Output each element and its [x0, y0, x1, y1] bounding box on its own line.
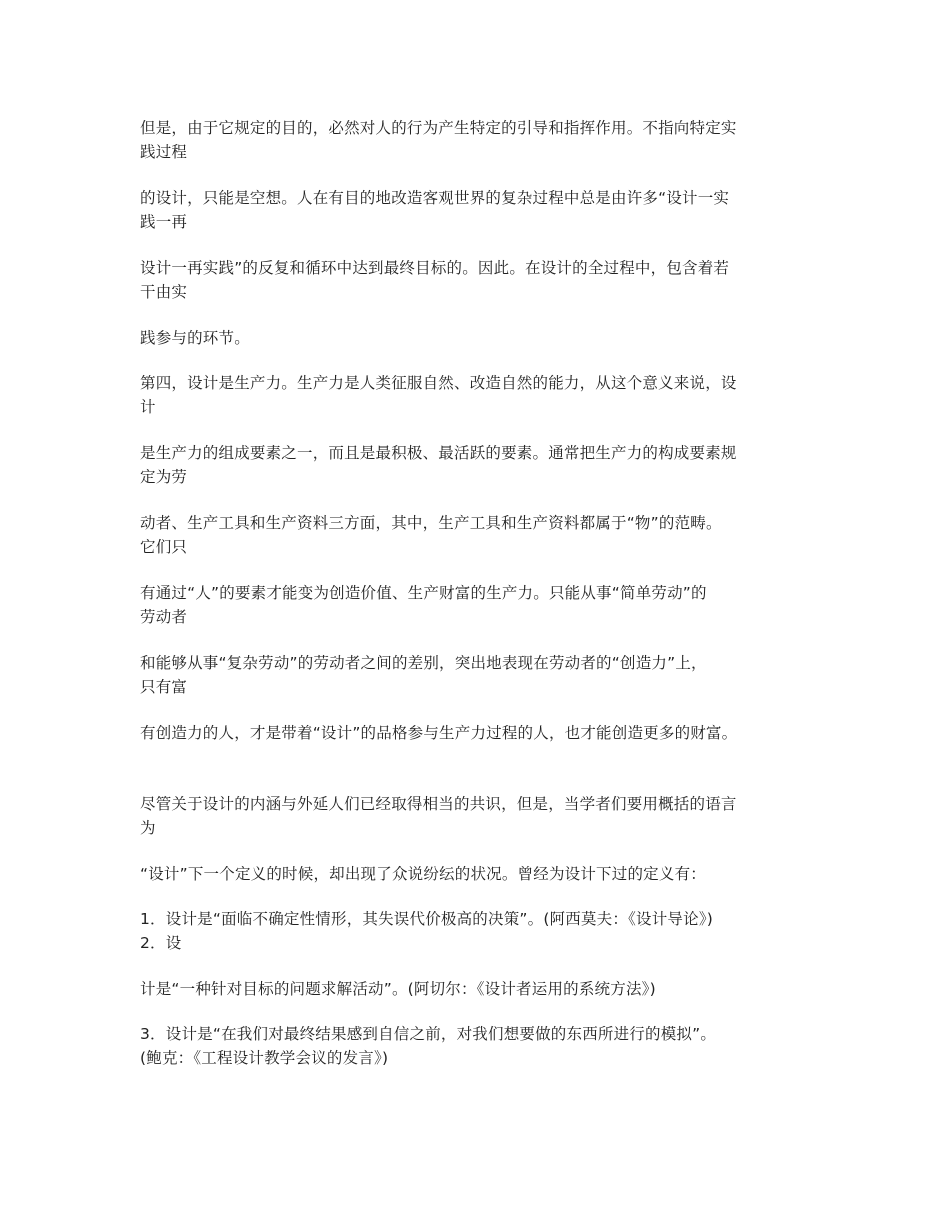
paragraph-line: 践过程	[140, 143, 188, 161]
paragraph-14	[140, 977, 820, 1001]
paragraph-line: 和能够从事“复杂劳动”的劳动者之间的差别，突出地表现在劳动者的“创造力”上，	[140, 654, 707, 672]
paragraph-line: (鲍克：《工程设计教学会议的发言》)	[140, 1049, 389, 1067]
paragraph-line: 设计一再实践”的反复和循环中达到最终目标的。因此。在设计的全过程中，包含着若	[140, 259, 730, 277]
paragraph-15	[140, 1022, 820, 1070]
paragraph-line: 尽管关于设计的内涵与外延人们已经取得相当的共识，但是，当学者们要用概括的语言	[140, 795, 737, 813]
paragraph-11	[140, 792, 820, 840]
paragraph-line: 为	[140, 819, 156, 837]
paragraph-line: 计	[140, 398, 156, 416]
paragraph-line: 干由实	[140, 283, 188, 301]
paragraph-6	[140, 441, 820, 489]
paragraph-line: 定为劳	[140, 468, 188, 486]
paragraph-13	[140, 907, 820, 955]
paragraph-line: 第四，设计是生产力。生产力是人类征服自然、改造自然的能力，从这个意义来说，设	[140, 374, 737, 392]
paragraph-line: 动者、生产工具和生产资料三方面，其中，生产工具和生产资料都属于“物”的范畴。	[140, 514, 722, 532]
paragraph-line: 劳动者	[140, 608, 188, 626]
paragraph-line: 有通过“人”的要素才能变为创造价值、生产财富的生产力。只能从事“简单劳动”的	[140, 584, 707, 602]
paragraph-line: 的设计，只能是空想。人在有目的地改造客观世界的复杂过程中总是由许多“设计一实	[140, 189, 730, 207]
paragraph-line: 2．设	[140, 934, 182, 952]
paragraph-line: 是生产力的组成要素之一，而且是最积极、最活跃的要素。通常把生产力的构成要素规	[140, 444, 737, 462]
paragraph-line: 1．设计是“面临不确定性情形，其失误代价极高的决策”。(阿西莫夫：《设计导论》)	[140, 910, 714, 928]
paragraph-2	[140, 186, 820, 234]
paragraph-7	[140, 511, 820, 559]
paragraph-line: 践一再	[140, 213, 188, 231]
paragraph-12	[140, 862, 820, 886]
paragraph-line: 只有富	[140, 678, 188, 696]
paragraph-1	[140, 116, 820, 164]
paragraph-line: 计是“一种针对目标的问题求解活动”。(阿切尔：《设计者运用的系统方法》)	[140, 980, 656, 998]
paragraph-4	[140, 326, 820, 350]
paragraph-9	[140, 651, 820, 699]
paragraph-line: “设计”下一个定义的时候，却出现了众说纷纭的状况。曾经为设计下过的定义有：	[140, 865, 706, 883]
paragraph-line: 3．设计是“在我们对最终结果感到自信之前，对我们想要做的东西所进行的模拟”。	[140, 1025, 717, 1043]
paragraph-8	[140, 581, 820, 629]
paragraph-line: 践参与的环节。	[140, 329, 250, 347]
paragraph-10	[140, 721, 820, 745]
paragraph-line: 它们只	[140, 538, 188, 556]
paragraph-line: 有创造力的人，才是带着“设计”的品格参与生产力过程的人，也才能创造更多的财富。	[140, 724, 738, 742]
paragraph-3	[140, 256, 820, 304]
paragraph-5	[140, 371, 820, 419]
paragraph-line: 但是，由于它规定的目的，必然对人的行为产生特定的引导和指挥作用。不指向特定实	[140, 119, 737, 137]
